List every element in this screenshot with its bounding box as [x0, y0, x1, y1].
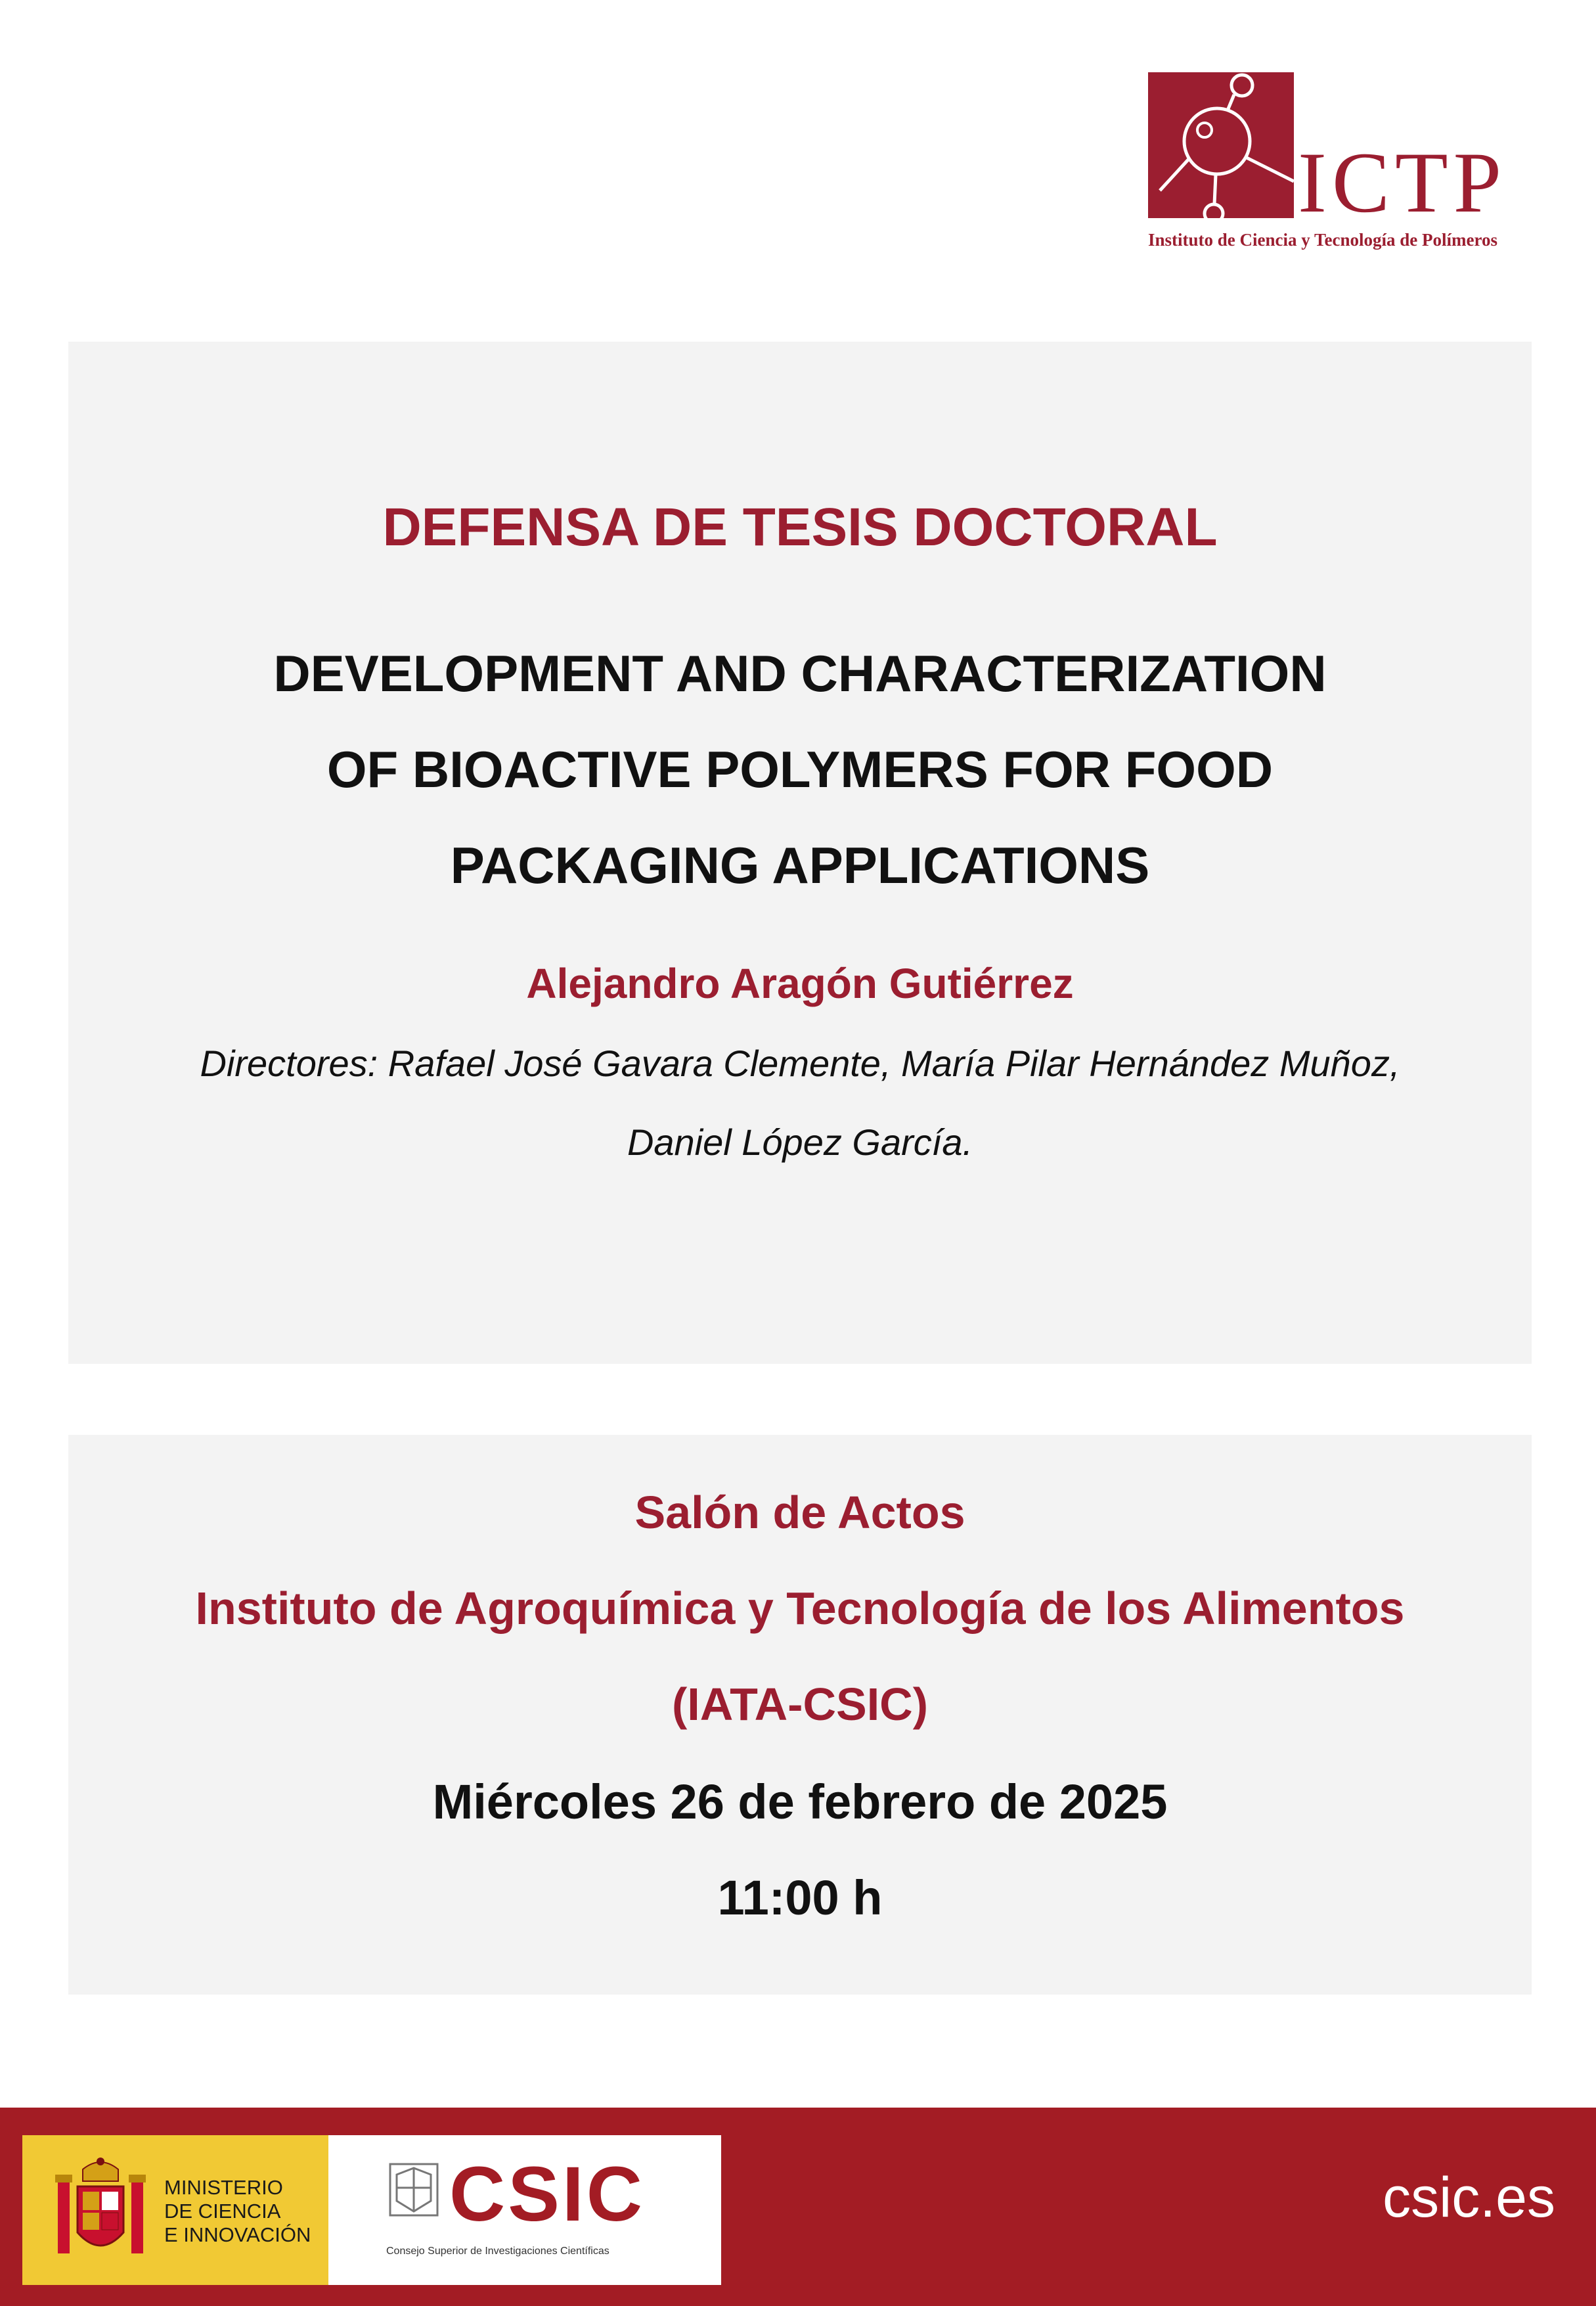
- event-panel: [68, 1435, 1532, 1995]
- defense-heading: DEFENSA DE TESIS DOCTORAL: [382, 497, 1218, 557]
- thesis-panel: [68, 342, 1532, 1364]
- venue-line-1: Salón de Actos: [634, 1487, 965, 1538]
- csic-website-link[interactable]: csic.es: [1383, 2166, 1555, 2229]
- directors-line-2: Daniel López García.: [627, 1121, 973, 1163]
- ictp-logo-text: ICTP: [1298, 134, 1507, 231]
- ictp-molecule-icon: [1148, 72, 1294, 218]
- ministry-line-1: MINISTERIO: [164, 2176, 283, 2199]
- ministry-line-2: DE CIENCIA: [164, 2200, 281, 2223]
- author-name: Alejandro Aragón Gutiérrez: [526, 960, 1074, 1007]
- directors-line-1: Directores: Rafael José Gavara Clemente, María Pilar Hernández Muñoz,: [200, 1043, 1400, 1084]
- event-time: 11:00 h: [717, 1870, 883, 1925]
- ictp-logo-subtitle: Instituto de Ciencia y Tecnología de Polímeros: [1148, 230, 1498, 250]
- event-date: Miércoles 26 de febrero de 2025: [432, 1775, 1168, 1829]
- thesis-title-line-2: OF BIOACTIVE POLYMERS FOR FOOD: [326, 740, 1274, 798]
- csic-full-name: Consejo Superior de Investigaciones Científicas: [386, 2246, 610, 2257]
- thesis-title-line-3: PACKAGING APPLICATIONS: [450, 836, 1150, 894]
- spain-coat-of-arms-icon: [51, 2155, 150, 2268]
- ictp-logo: [1148, 72, 1525, 256]
- csic-logo-text: CSIC: [449, 2151, 645, 2238]
- thesis-title-line-1: DEVELOPMENT AND CHARACTERIZATION: [273, 644, 1327, 702]
- ministry-line-3: E INNOVACIÓN: [164, 2223, 311, 2246]
- footer-bar: [0, 2108, 1596, 2306]
- venue-line-3: (IATA-CSIC): [671, 1679, 929, 1730]
- csic-emblem-icon: [388, 2161, 440, 2218]
- ministry-logo: [22, 2135, 328, 2285]
- venue-line-2: Instituto de Agroquímica y Tecnología de los Alimentos: [195, 1583, 1405, 1634]
- csic-logo: [328, 2135, 721, 2285]
